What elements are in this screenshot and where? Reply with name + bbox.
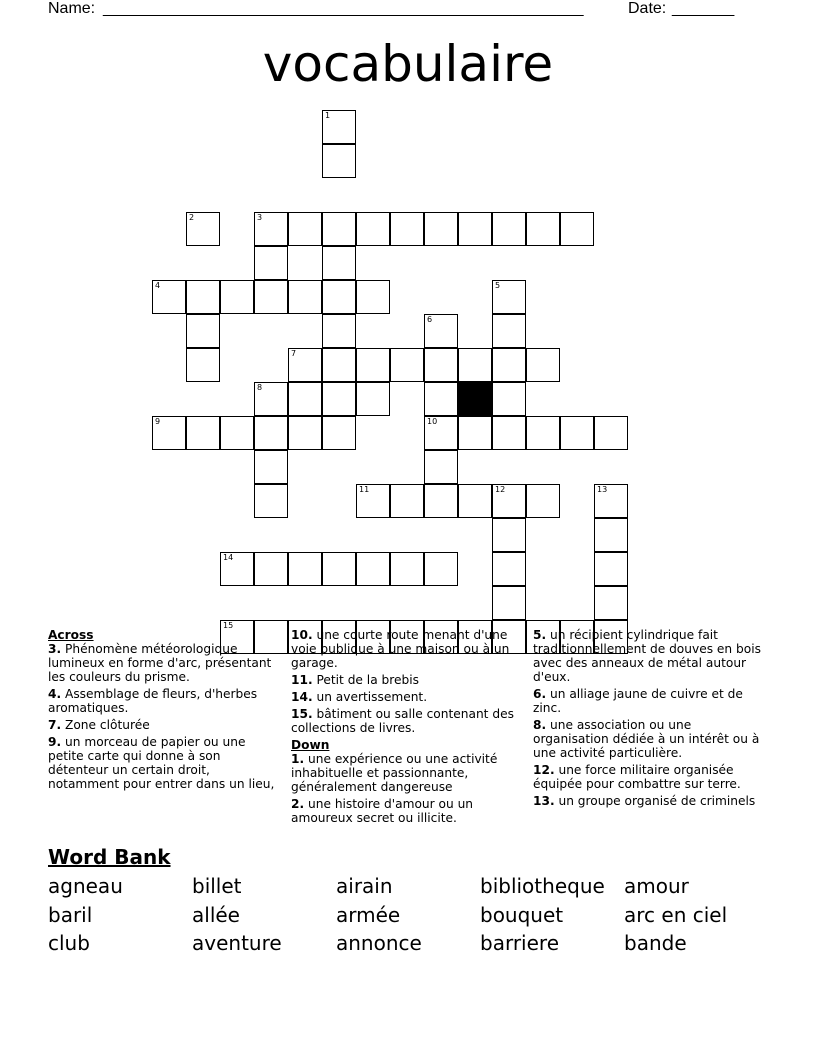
- grid-cell[interactable]: [288, 348, 322, 382]
- grid-cell[interactable]: [492, 382, 526, 416]
- grid-cell[interactable]: [254, 484, 288, 518]
- name-field-line[interactable]: ______________________________________________________: [103, 0, 584, 17]
- clue-column-3: [533, 628, 768, 811]
- grid-cell[interactable]: [492, 484, 526, 518]
- clue-text: une expérience ou une activité inhabituelle et passionnante, généralement dangereuse: [291, 752, 498, 794]
- clue-text: un récipient cylindrique fait traditionnellement de douves en bois avec des anneaux de métal autour d'eux.: [533, 628, 761, 684]
- word-bank-word: aventure: [192, 931, 282, 955]
- grid-cell[interactable]: [254, 246, 288, 280]
- across-heading: Across: [48, 628, 94, 642]
- word-bank-word: bande: [624, 931, 687, 955]
- word-bank-word: bibliotheque: [480, 874, 605, 898]
- grid-cell[interactable]: [322, 382, 356, 416]
- grid-cell[interactable]: [390, 552, 424, 586]
- grid-cell[interactable]: [492, 518, 526, 552]
- date-field-line[interactable]: _______: [672, 0, 735, 17]
- grid-cell[interactable]: [594, 518, 628, 552]
- grid-cell[interactable]: [322, 416, 356, 450]
- grid-cell[interactable]: [424, 450, 458, 484]
- grid-cell[interactable]: [492, 586, 526, 620]
- grid-cell[interactable]: [424, 484, 458, 518]
- grid-cell[interactable]: [526, 348, 560, 382]
- clue-text: une courte route menant d'une voie publique à une maison ou à un garage.: [291, 628, 510, 670]
- word-bank-title: Word Bank: [48, 845, 171, 869]
- grid-cell[interactable]: [594, 416, 628, 450]
- grid-cell[interactable]: [492, 348, 526, 382]
- grid-cell[interactable]: [254, 212, 288, 246]
- word-bank-word: airain: [336, 874, 393, 898]
- grid-cell[interactable]: [254, 382, 288, 416]
- grid-cell[interactable]: [458, 212, 492, 246]
- black-cell: [458, 382, 492, 416]
- clue-text: un groupe organisé de criminels: [554, 794, 756, 808]
- word-bank-word: armée: [336, 903, 401, 927]
- word-bank-word: barriere: [480, 931, 559, 955]
- clue-text: Petit de la brebis: [312, 673, 419, 687]
- grid-cell[interactable]: [322, 212, 356, 246]
- grid-cell[interactable]: [492, 314, 526, 348]
- clue-item: [291, 752, 527, 794]
- clue-text: une histoire d'amour ou un amoureux secret ou illicite.: [291, 797, 474, 825]
- clue-text: une force militaire organisée équipée pour combattre sur terre.: [533, 763, 741, 791]
- clue-number: 8: [257, 383, 263, 392]
- word-bank-word: billet: [192, 874, 242, 898]
- grid-cell[interactable]: [458, 348, 492, 382]
- word-bank-word: arc en ciel: [624, 903, 728, 927]
- grid-cell[interactable]: [424, 212, 458, 246]
- grid-cell[interactable]: [186, 280, 220, 314]
- clue-number: 7: [291, 349, 297, 358]
- clue-number: 10: [427, 417, 438, 426]
- grid-cell[interactable]: [424, 348, 458, 382]
- clue-item: [291, 707, 527, 735]
- grid-cell[interactable]: [152, 416, 186, 450]
- grid-cell[interactable]: [424, 416, 458, 450]
- grid-cell[interactable]: [594, 552, 628, 586]
- grid-cell[interactable]: [594, 586, 628, 620]
- clue-number: 3: [257, 213, 263, 222]
- clue-text: Assemblage de fleurs, d'herbes aromatiques.: [48, 687, 258, 715]
- clue-number: 6: [427, 315, 433, 324]
- grid-cell[interactable]: [356, 484, 390, 518]
- grid-cell[interactable]: [220, 416, 254, 450]
- clue-text: Phénomène météorologique lumineux en forme d'arc, présentant les couleurs du prisme.: [48, 642, 272, 684]
- clue-num: 6.: [533, 687, 547, 701]
- clue-num: 1.: [291, 752, 305, 766]
- grid-cell[interactable]: [356, 212, 390, 246]
- grid-cell[interactable]: [186, 348, 220, 382]
- clue-item: [48, 642, 284, 684]
- clue-item: [48, 735, 284, 791]
- clue-number: 13: [597, 485, 608, 494]
- clue-item: [291, 628, 527, 670]
- word-bank-word: club: [48, 931, 90, 955]
- grid-cell[interactable]: [322, 144, 356, 178]
- grid-cell[interactable]: [526, 484, 560, 518]
- clue-text: un alliage jaune de cuivre et de zinc.: [533, 687, 743, 715]
- grid-cell[interactable]: [322, 280, 356, 314]
- grid-cell[interactable]: [322, 314, 356, 348]
- clue-item: [48, 687, 284, 715]
- word-bank-word: agneau: [48, 874, 123, 898]
- clue-num: 15.: [291, 707, 313, 721]
- clue-item: [291, 797, 527, 825]
- grid-cell[interactable]: [424, 382, 458, 416]
- grid-cell[interactable]: [390, 348, 424, 382]
- clue-num: 7.: [48, 718, 62, 732]
- grid-cell[interactable]: [186, 314, 220, 348]
- grid-cell[interactable]: [288, 552, 322, 586]
- clue-number: 12: [495, 485, 506, 494]
- down-heading: Down: [291, 738, 330, 752]
- grid-cell[interactable]: [424, 552, 458, 586]
- grid-cell[interactable]: [322, 110, 356, 144]
- grid-cell[interactable]: [560, 212, 594, 246]
- clue-number: 5: [495, 281, 501, 290]
- clue-column-2: [291, 628, 527, 828]
- grid-cell[interactable]: [356, 382, 390, 416]
- clue-num: 12.: [533, 763, 555, 777]
- clue-num: 8.: [533, 718, 547, 732]
- clue-num: 14.: [291, 690, 313, 704]
- grid-cell[interactable]: [492, 416, 526, 450]
- grid-cell[interactable]: [526, 212, 560, 246]
- grid-cell[interactable]: [152, 280, 186, 314]
- grid-cell[interactable]: [492, 552, 526, 586]
- word-bank-word: bouquet: [480, 903, 564, 927]
- grid-cell[interactable]: [492, 280, 526, 314]
- grid-cell[interactable]: [526, 416, 560, 450]
- grid-cell[interactable]: [322, 246, 356, 280]
- grid-cell[interactable]: [458, 416, 492, 450]
- grid-cell[interactable]: [254, 416, 288, 450]
- grid-cell[interactable]: [220, 280, 254, 314]
- clue-number: 14: [223, 553, 234, 562]
- clue-item: [291, 673, 527, 687]
- clue-text: un morceau de papier ou une petite carte qui donne à son détenteur un certain droit, notamment pour entrer dans un lieu,: [48, 735, 275, 791]
- grid-cell[interactable]: [356, 280, 390, 314]
- clue-item: [533, 687, 768, 715]
- clue-num: 5.: [533, 628, 547, 642]
- grid-cell[interactable]: [492, 212, 526, 246]
- clue-num: 4.: [48, 687, 62, 701]
- clue-item: [291, 690, 527, 704]
- clue-num: 2.: [291, 797, 305, 811]
- grid-cell[interactable]: [560, 416, 594, 450]
- clue-number: 1: [325, 111, 331, 120]
- clue-num: 11.: [291, 673, 313, 687]
- grid-cell[interactable]: [254, 450, 288, 484]
- clue-item: [533, 628, 768, 684]
- clue-text: une association ou une organisation dédiée à un intérêt ou à une activité particulière.: [533, 718, 760, 760]
- clue-item: [533, 794, 768, 808]
- grid-cell[interactable]: [186, 212, 220, 246]
- word-bank-word: allée: [192, 903, 240, 927]
- grid-cell[interactable]: [220, 552, 254, 586]
- word-bank-word: amour: [624, 874, 689, 898]
- clue-item: [533, 718, 768, 760]
- clue-text: un avertissement.: [312, 690, 428, 704]
- clue-num: 13.: [533, 794, 555, 808]
- clue-num: 10.: [291, 628, 313, 642]
- clue-text: bâtiment ou salle contenant des collections de livres.: [291, 707, 514, 735]
- clue-num: 9.: [48, 735, 62, 749]
- clue-item: [48, 718, 284, 732]
- grid-cell[interactable]: [288, 212, 322, 246]
- clue-number: 15: [223, 621, 234, 630]
- clue-number: 4: [155, 281, 161, 290]
- grid-cell[interactable]: [390, 212, 424, 246]
- grid-cell[interactable]: [356, 552, 390, 586]
- clue-number: 11: [359, 485, 370, 494]
- grid-cell[interactable]: [424, 314, 458, 348]
- grid-cell[interactable]: [458, 484, 492, 518]
- grid-cell[interactable]: [288, 382, 322, 416]
- grid-cell[interactable]: [186, 416, 220, 450]
- grid-cell[interactable]: [288, 280, 322, 314]
- word-bank-word: baril: [48, 903, 93, 927]
- clue-number: 9: [155, 417, 161, 426]
- grid-cell[interactable]: [356, 348, 390, 382]
- grid-cell[interactable]: [254, 552, 288, 586]
- clue-num: 3.: [48, 642, 62, 656]
- page-title: vocabulaire: [262, 35, 554, 93]
- grid-cell[interactable]: [322, 552, 356, 586]
- date-label: Date:: [628, 0, 667, 17]
- grid-cell[interactable]: [322, 348, 356, 382]
- word-bank-word: annonce: [336, 931, 422, 955]
- grid-cell[interactable]: [254, 280, 288, 314]
- grid-cell[interactable]: [288, 416, 322, 450]
- clue-text: Zone clôturée: [61, 718, 150, 732]
- grid-cell[interactable]: [390, 484, 424, 518]
- name-label: Name:: [48, 0, 96, 17]
- clue-number: 2: [189, 213, 195, 222]
- clue-item: [533, 763, 768, 791]
- grid-cell[interactable]: [594, 484, 628, 518]
- clue-column-1: [48, 628, 284, 794]
